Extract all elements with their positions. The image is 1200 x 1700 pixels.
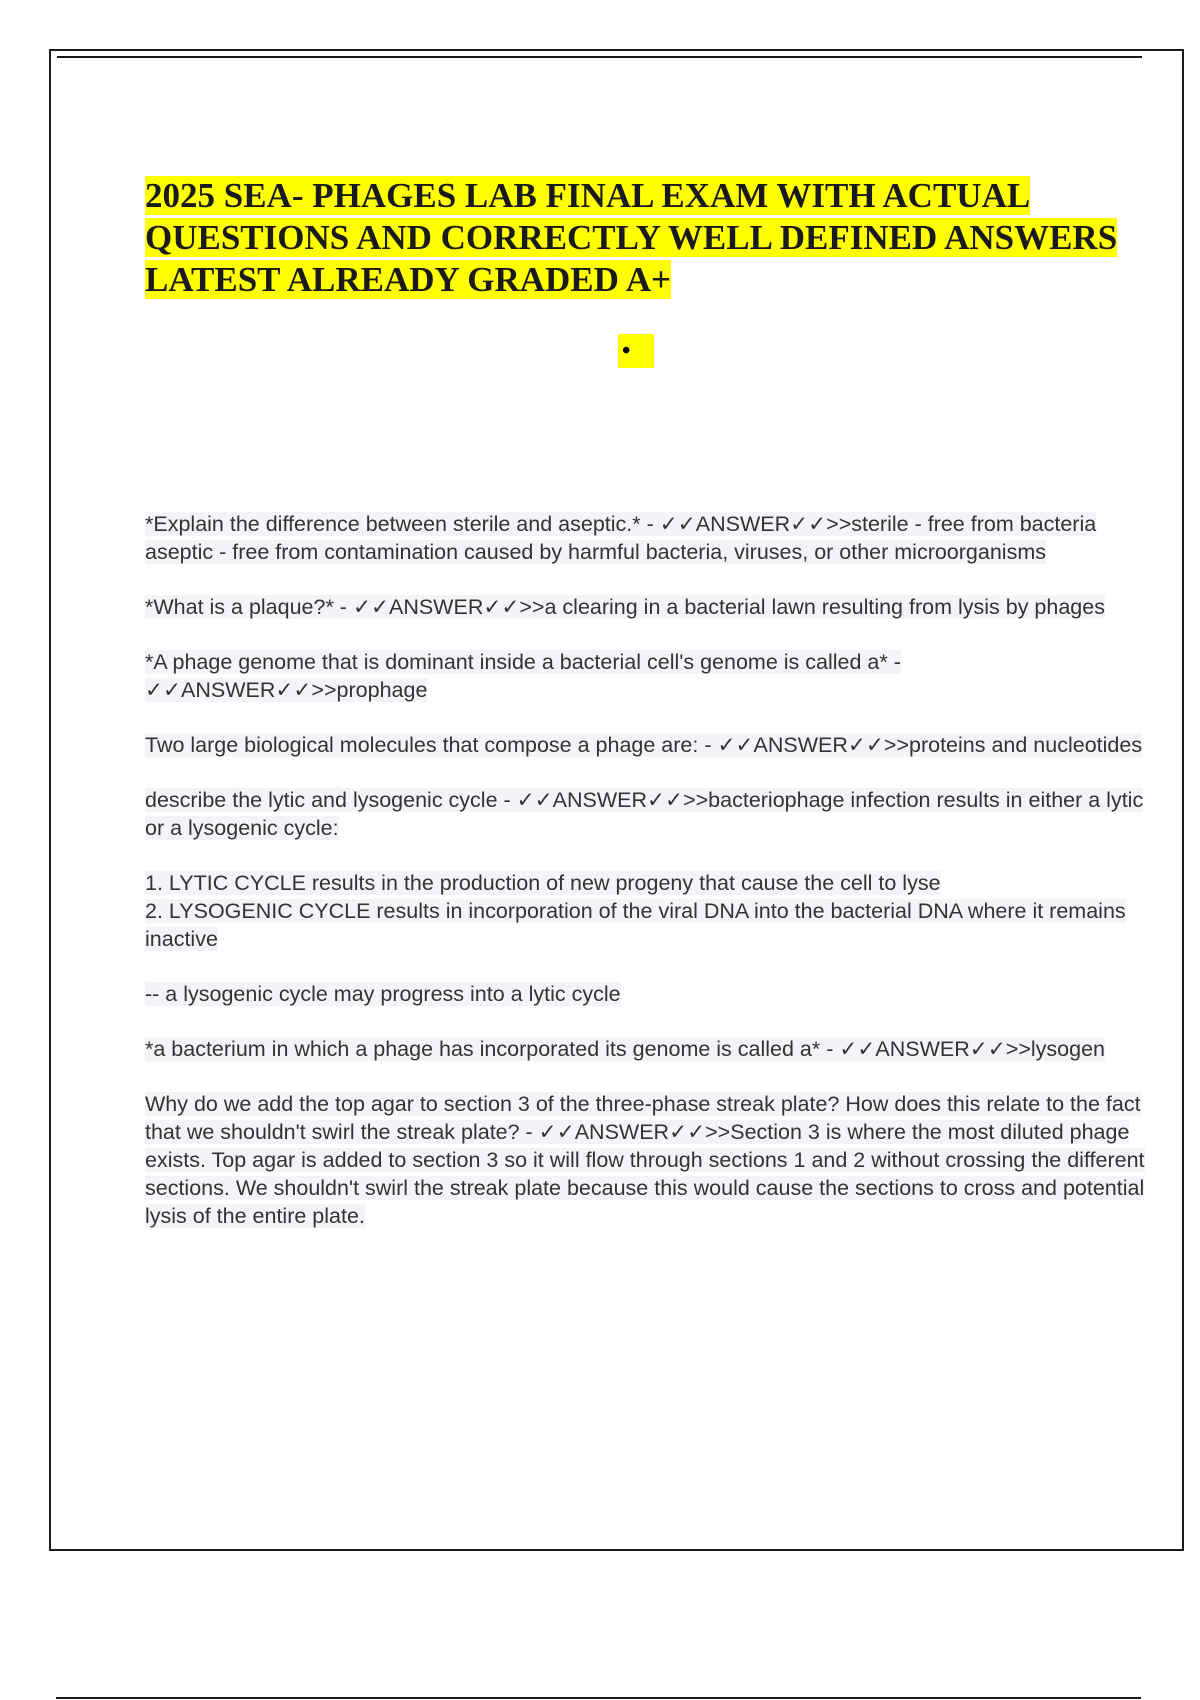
qa-item-lytic-lysogenic bbox=[145, 786, 1145, 842]
qa-item-text: -- a lysogenic cycle may progress into a lytic cycle bbox=[145, 982, 621, 1006]
qa-item-text: *What is a plaque?* - ✓✓ANSWER✓✓>>a clearing in a bacterial lawn resulting from lysis by phages bbox=[145, 595, 1105, 619]
qa-item-text: Why do we add the top agar to section 3 of the three-phase streak plate? How does this relate to the fact that we shouldn't swirl the streak plate? - ✓✓ANSWER✓✓>>Section 3 is where the most diluted phage exists. Top agar is added to section 3 so it will flow through sections 1 and 2 without crossing the different sections. We shouldn't swirl the streak plate because this would cause the sections to cross and potential lysis of the entire plate. bbox=[145, 1092, 1145, 1228]
qa-item-text: *a bacterium in which a phage has incorporated its genome is called a* - ✓✓ANSWER✓✓>>lysogen bbox=[145, 1037, 1106, 1061]
qa-item-cycle-list bbox=[145, 869, 1145, 953]
qa-item-prophage bbox=[145, 648, 1145, 704]
qa-item-phage-molecules bbox=[145, 731, 1145, 759]
qa-item-cycle-note bbox=[145, 980, 1145, 1008]
qa-item-text: *Explain the difference between sterile and aseptic.* - ✓✓ANSWER✓✓>>sterile - free from bacteria aseptic - free from contamination caused by harmful bacteria, viruses, or other microorganisms bbox=[145, 512, 1097, 564]
qa-item-plaque bbox=[145, 593, 1145, 621]
page-frame bbox=[49, 49, 1184, 1551]
highlighted-bullet: • bbox=[618, 334, 654, 368]
qa-item-text: 1. LYTIC CYCLE results in the production of new progeny that cause the cell to lyse 2. LYSOGENIC CYCLE results in incorporation of the viral DNA into the bacterial DNA where it remains inactive bbox=[145, 871, 1126, 951]
bottom-rule bbox=[56, 1697, 1141, 1699]
qa-item-text: Two large biological molecules that compose a phage are: - ✓✓ANSWER✓✓>>proteins and nucleotides bbox=[145, 733, 1143, 757]
qa-item-text: describe the lytic and lysogenic cycle - ✓✓ANSWER✓✓>>bacteriophage infection results in either a lytic or a lysogenic cycle: bbox=[145, 788, 1144, 840]
qa-item-sterile-aseptic bbox=[145, 510, 1145, 566]
top-rule bbox=[57, 56, 1142, 58]
qa-item-top-agar bbox=[145, 1090, 1145, 1230]
qa-item-lysogen bbox=[145, 1035, 1145, 1063]
qa-list bbox=[145, 510, 1145, 1257]
document-title-text: 2025 SEA- PHAGES LAB FINAL EXAM WITH ACTUAL QUESTIONS AND CORRECTLY WELL DEFINED ANSWERS LATEST ALREADY GRADED A+ bbox=[145, 176, 1118, 299]
qa-item-text: *A phage genome that is dominant inside a bacterial cell's genome is called a* - ✓✓ANSWER✓✓>>prophage bbox=[145, 650, 901, 702]
document-title bbox=[145, 175, 1145, 301]
